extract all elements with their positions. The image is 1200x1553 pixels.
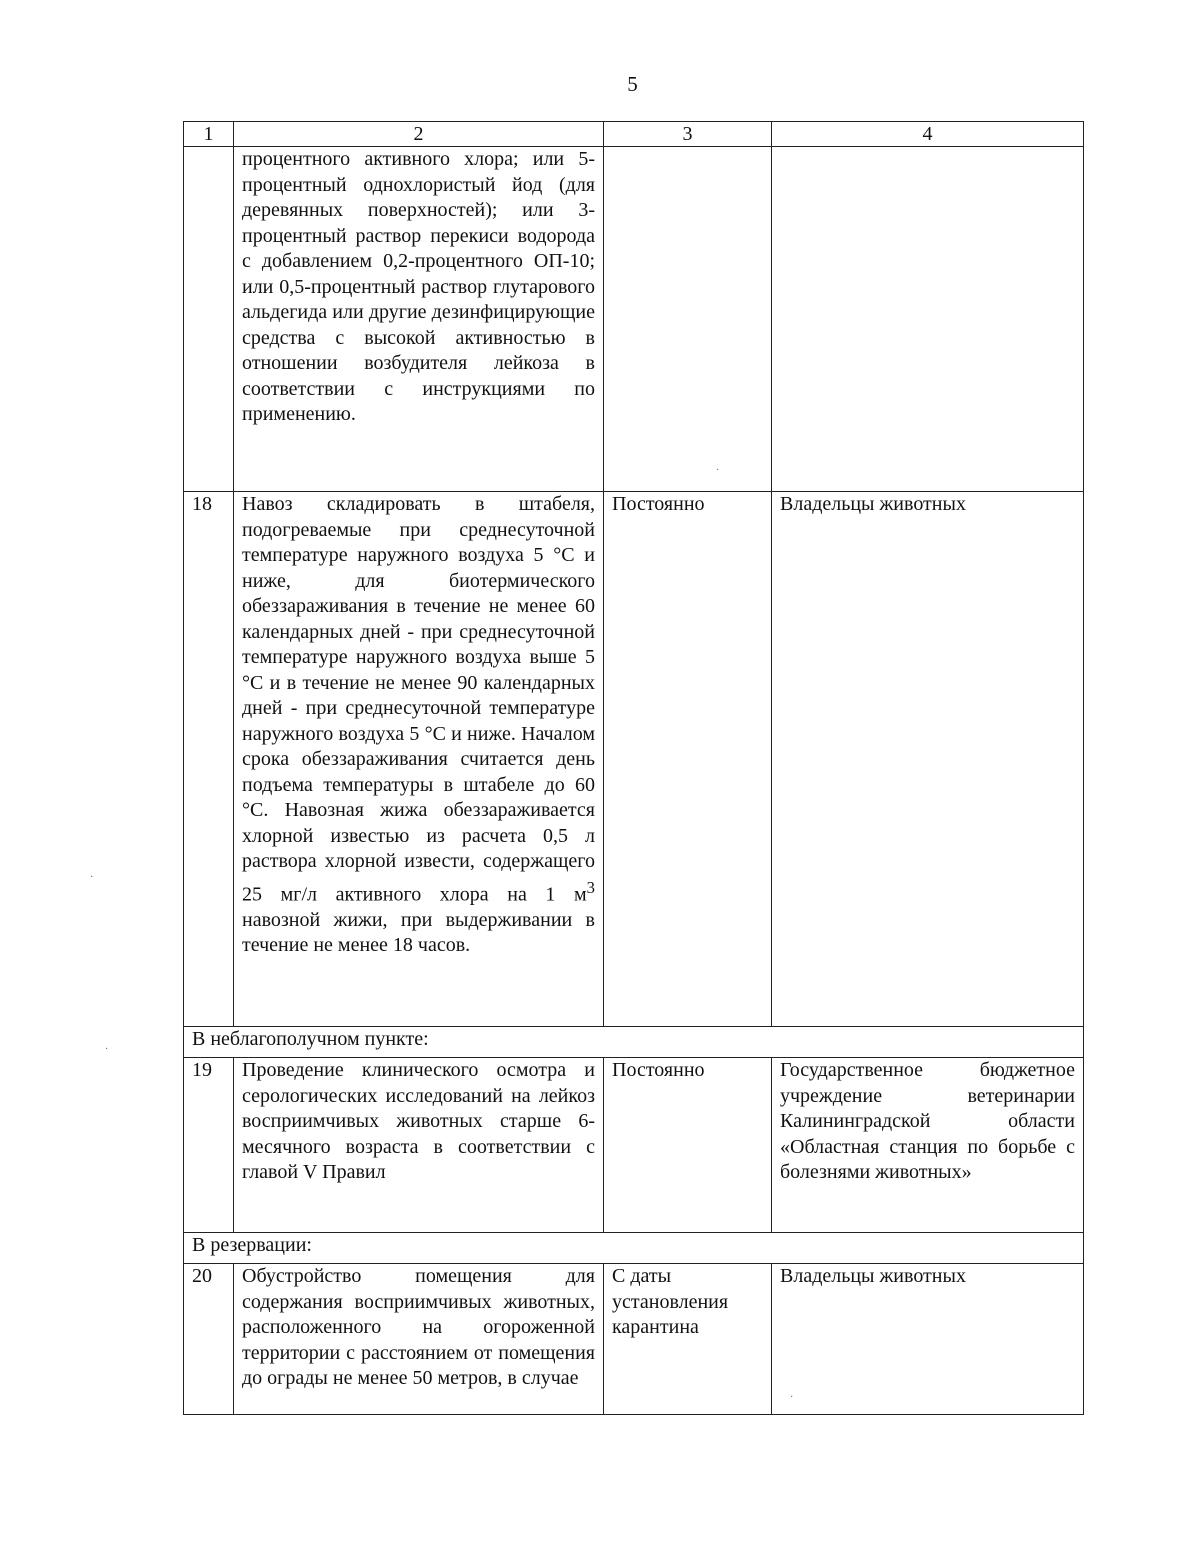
measure-text-cell: Проведение клинического осмотра и серологических исследований на лейкоз восприимчивых животных старше 6-месячного возраста в соответствии с главой V Правил xyxy=(234,1058,604,1233)
row-number-cell: 18 xyxy=(184,492,234,1027)
measure-text-cell: процентного активного хлора; или 5-процентный однохлористый йод (для деревянных поверхностей); или 3-процентный раствор перекиси водорода с добавлением 0,2-процентного ОП-10; или 0,5-процентный раствор глутарового альдегида или другие дезинфицирующие средства с высокой активностью в отношении возбудителя лейкоза в соответствии с инструкциями по применению. xyxy=(234,147,604,492)
row-number-cell: 19 xyxy=(184,1058,234,1233)
superscript-cubic: 3 xyxy=(586,877,595,897)
responsible-cell: Государственное бюджетное учреждение ветеринарии Калининградской области «Областная станция по борьбе с болезнями животных» xyxy=(772,1058,1084,1233)
section-row xyxy=(184,1027,1084,1058)
responsible-cell: Владельцы животных xyxy=(772,1264,1084,1415)
term-cell: Постоянно xyxy=(604,492,772,1027)
responsible-cell: Владельцы животных xyxy=(772,492,1084,1027)
header-cell-3: 3 xyxy=(604,122,772,147)
measure-text-cell xyxy=(234,492,604,1027)
header-cell-4: 4 xyxy=(772,122,1084,147)
section-row xyxy=(184,1233,1084,1264)
scan-speck: · xyxy=(90,872,94,883)
table-row-18 xyxy=(184,492,1084,1027)
row-number-cell: 20 xyxy=(184,1264,234,1415)
term-cell xyxy=(604,147,772,492)
section-heading-reservation: В резервации: xyxy=(184,1233,1084,1264)
table-row-19 xyxy=(184,1058,1084,1233)
measure-text-part: навозной жижи, при выдерживании в течение не менее 18 часов. xyxy=(242,908,595,957)
section-heading-unfavorable: В неблагополучном пункте: xyxy=(184,1027,1084,1058)
row-number-cell xyxy=(184,147,234,492)
table-row-20 xyxy=(184,1264,1084,1415)
term-cell: С даты установления карантина xyxy=(604,1264,772,1415)
measure-text-part: Навоз складировать в штабеля, подогреваемые при среднесуточной температуре наружного воздуха 5 °С и ниже, для биотермического обеззараживания в течение не менее 60 календарных дней - при среднесуточной температуре наружного воздуха выше 5 °С и в течение не менее 90 календарных дней - при среднесуточной температуре наружного воздуха 5 °С и ниже. Началом срока обеззараживания считается день подъема температуры в штабеле до 60 °С. Навозная жижа обеззараживается хлорной известью из расчета 0,5 л раствора хлорной извести, содержащего 25 мг/л активного хлора на 1 м xyxy=(242,493,595,906)
term-cell: Постоянно xyxy=(604,1058,772,1233)
scan-speck: · xyxy=(790,1392,794,1403)
table-header-row xyxy=(184,122,1084,147)
measures-table xyxy=(183,121,1084,1415)
header-cell-1: 1 xyxy=(184,122,234,147)
responsible-cell xyxy=(772,147,1084,492)
table-row-continuation xyxy=(184,147,1084,492)
scan-speck: · xyxy=(105,1044,109,1055)
scan-speck: · xyxy=(716,465,720,476)
page-number: 5 xyxy=(627,72,638,96)
header-cell-2: 2 xyxy=(234,122,604,147)
measure-text-cell: Обустройство помещения для содержания восприимчивых животных, расположенного на огороженной территории с расстоянием от помещения до ограды не менее 50 метров, в случае xyxy=(234,1264,604,1415)
